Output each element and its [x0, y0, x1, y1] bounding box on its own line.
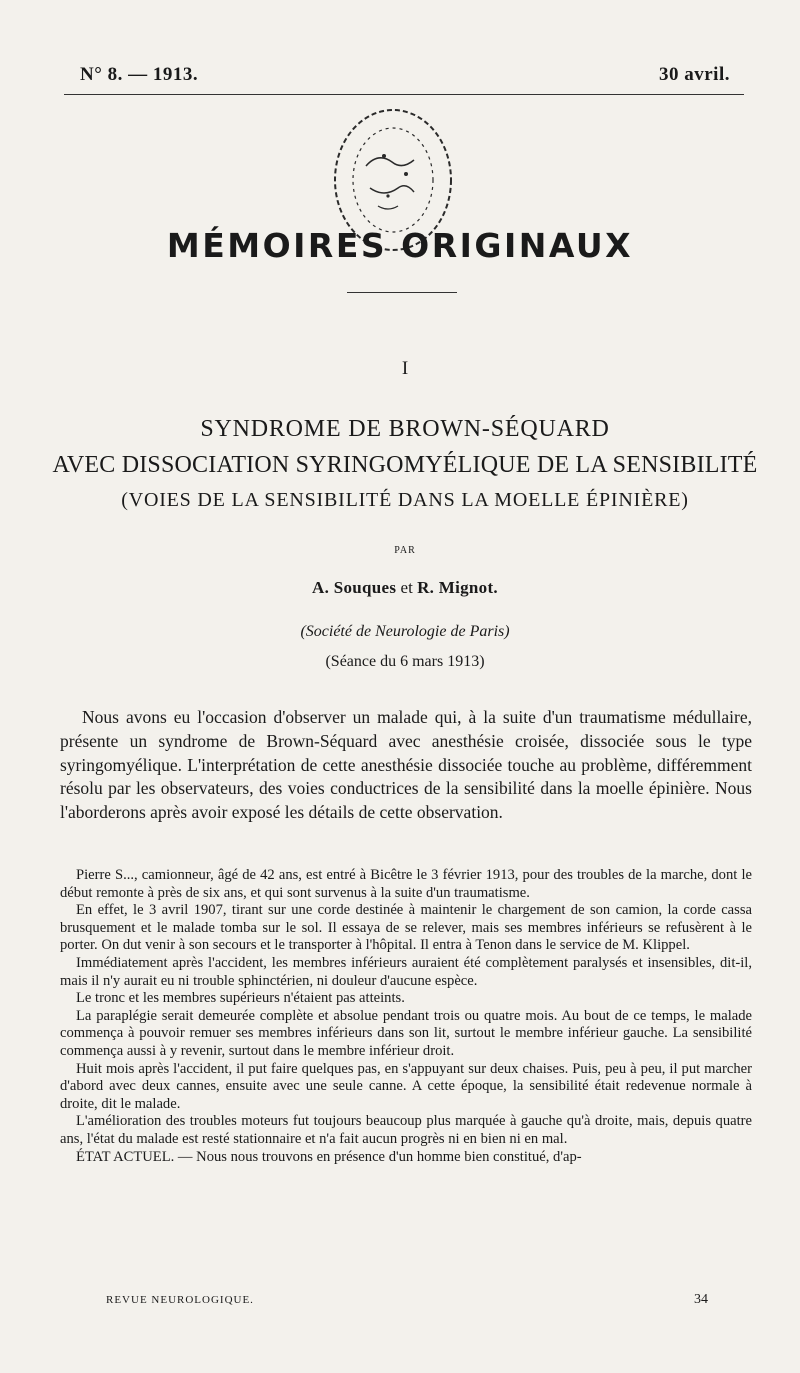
society: [0, 623, 800, 641]
page-number: 34: [694, 1292, 708, 1307]
journal-name: REVUE NEUROLOGIQUE.: [106, 1294, 254, 1306]
article-title-line-2: AVEC DISSOCIATION SYRINGOMYÉLIQUE DE LA SENSIBILITÉ: [52, 452, 758, 478]
article-title-line-3: (VOIES DE LA SENSIBILITÉ DANS LA MOELLE ÉPINIÈRE): [121, 489, 689, 511]
body-paragraph: En effet, le 3 avril 1907, tirant sur une corde destinée à maintenir le chargement de son camion, la corde cassa brusquement et le malade tomba sur le sol. Il essaya de se relever, mais ses membres inférieurs se refusèrent à le porter. On dut venir à son secours et le transporter à l'hôpital. Il entra à Tenon dans le service de M. Klippel.: [60, 902, 752, 954]
society-text: (Société de Neurologie de Paris): [300, 623, 510, 640]
body-paragraph: Immédiatement après l'accident, les membres inférieurs auraient été complètement paralysés et insensibles, dit-il, mais il n'y aurait eu ni trouble sphinctérien, ni douleur d'aucune espèce.: [60, 954, 752, 989]
body-paragraph: Pierre S..., camionneur, âgé de 42 ans, est entré à Bicêtre le 3 février 1913, pour des troubles de la marche, dont le début remonte à près de six ans, et qui sont survenus à la suite d'un traumatisme.: [60, 867, 752, 901]
body-paragraph: L'amélioration des troubles moteurs fut toujours beaucoup plus marquée à gauche qu'à droite, mais, depuis quatre ans, l'état du malade est resté stationnaire et n'a fait aucun progrès ni en bien ni en mal.: [60, 1113, 752, 1147]
author-2: R. Mignot.: [417, 578, 498, 597]
section-divider: [347, 292, 457, 293]
body-paragraph: Le tronc et les membres supérieurs n'étaient pas atteints.: [76, 990, 405, 1007]
author-joiner: et: [396, 578, 418, 597]
body-paragraph: La paraplégie serait demeurée complète et absolue pendant trois ou quatre mois. Au bout de ce temps, le malade commença à pouvoir remuer ses membres inférieurs dans son lit, surtout le membre inférieur gauche. La sensibilité commença aussi à y revenir, surtout dans le membre inférieur droit.: [60, 1007, 752, 1059]
authors: [0, 578, 800, 598]
seance-date: (Séance du 6 mars 1913): [325, 653, 485, 670]
par-label: PAR: [394, 545, 416, 556]
issue-number: N° 8. — 1913.: [80, 64, 199, 85]
issue-date: 30 avril.: [659, 64, 730, 85]
header-rule: [64, 94, 744, 95]
section-title: MÉMOIRES ORIGINAUX: [166, 226, 634, 265]
article-body: [60, 867, 752, 1166]
intro-paragraph: Nous avons eu l'occasion d'observer un malade qui, à la suite d'un traumatisme médullaire, présente un syndrome de Brown-Séquard avec anesthésie croisée, dissociée sous le type syringomyélique. L'interprétation de cette anesthésie dissociée touche au problème, différemment résolu par les observateurs, des voies conductrices de la sensibilité dans la moelle épinière. Nous l'aborderons après avoir exposé les détails de cette observation.: [60, 707, 752, 823]
article-title-line-1: SYNDROME DE BROWN-SÉQUARD: [200, 416, 610, 442]
body-paragraph: ÉTAT ACTUEL. — Nous nous trouvons en présence d'un homme bien constitué, d'ap-: [76, 1148, 582, 1165]
body-paragraph: Huit mois après l'accident, il put faire quelques pas, en s'appuyant sur deux chaises. Puis, peu à peu, il put marcher d'abord avec deux cannes, ensuite avec une seule canne. A cette époque, la sensibilité était redevenue normale à droite, dit le malade.: [60, 1060, 752, 1112]
article-numeral: I: [401, 358, 409, 379]
author-1: A. Souques: [312, 578, 397, 597]
